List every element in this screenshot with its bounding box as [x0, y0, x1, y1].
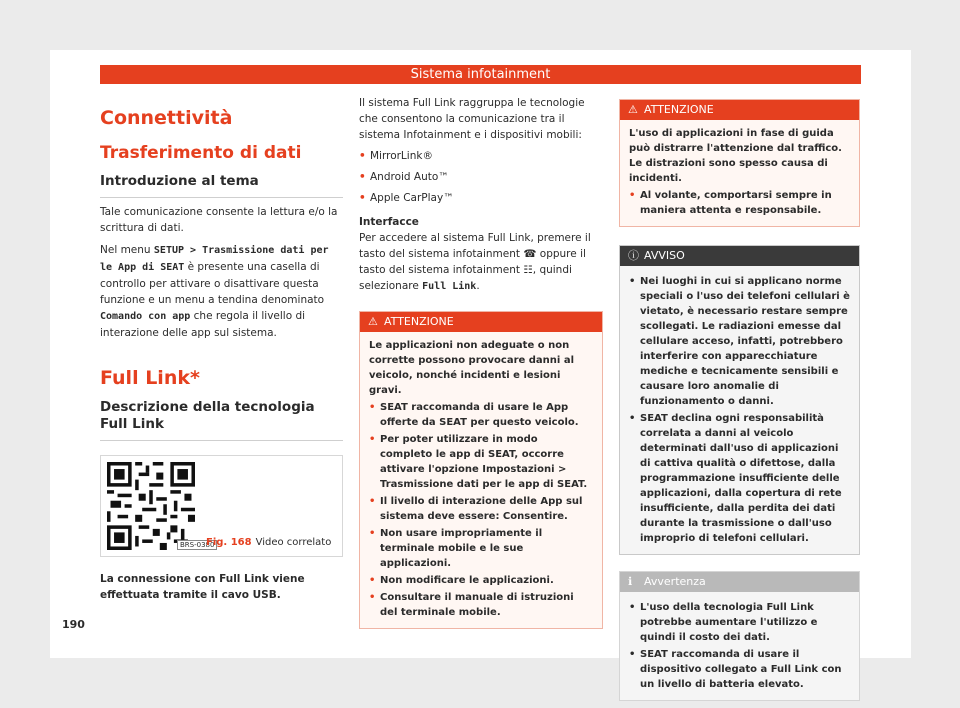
warning-text: Le applicazioni non adeguate o non corrette possono provocare danni al veicolo, nonché incidenti e lesioni gravi. — [369, 340, 574, 396]
tip-header: ℹ Avvertenza — [620, 572, 859, 592]
page-number: 190 — [62, 618, 85, 631]
warning-box — [359, 311, 603, 629]
figure-caption: Fig. 168 Video correlato — [206, 536, 332, 548]
list-item: • SEAT declina ogni responsabilità correlata a danni al veicolo determinati dall'uso di applicazioni di cattiva qualità o difettose, dalla programmazione insufficiente delle applicazioni, dalla copertura di rete insufficiente, dalla perdita dei dati durante la trasmissione o dall'uso improprio di telefoni cellulari. — [629, 411, 850, 546]
section-header: Sistema infotainment — [100, 65, 861, 84]
list-item: • Android Auto™ — [359, 169, 603, 185]
heading-connettivita: Connettività — [100, 107, 233, 129]
list-item: • MirrorLink® — [359, 148, 603, 164]
warning-icon: ⚠ — [628, 103, 638, 116]
car-phone-icon: ☎ — [523, 248, 537, 260]
paragraph-usb: La connessione con Full Link viene effettuata tramite il cavo USB. — [100, 572, 305, 601]
heading-descrizione: Descrizione della tecnologia Full Link — [100, 399, 343, 441]
warning-text: L'uso di applicazioni in fase di guida può distrarre l'attenzione dal traffico. Le distrazioni sono spesso causa di incidenti. — [629, 128, 842, 184]
list-item: • Apple CarPlay™ — [359, 190, 603, 206]
heading-trasferimento: Trasferimento di dati — [100, 143, 302, 163]
figure-code: BRS-0380 — [177, 540, 217, 550]
qr-code-image[interactable] — [107, 462, 195, 550]
list-item: • L'uso della tecnologia Full Link potrebbe aumentare l'utilizzo e quindi il costo dei dati. — [629, 600, 850, 645]
paragraph-menu: Nel menu SETUP > Trasmissione dati per le App di SEAT è presente una casella di controllo per attivare o disattivare questa funzione e un menu a tendina denominato Comando con app che regola il livello di interazione delle app sul sistema. — [100, 243, 329, 339]
list-item: • SEAT raccomanda di usare le App offerte da SEAT per questo veicolo. — [369, 400, 593, 430]
list-item: • Consultare il manuale di istruzioni del terminale mobile. — [369, 590, 593, 620]
paragraph-full-link: Il sistema Full Link raggruppa le tecnologie che consentono la comunicazione tra il sistema Infotainment e i dispositivi mobili: — [359, 97, 585, 141]
notice-box — [619, 245, 860, 555]
heading-full-link: Full Link* — [100, 366, 200, 389]
list-item: • Non usare impropriamente il terminale mobile e le sue applicazioni. — [369, 526, 593, 571]
notice-header: ⓘ AVVISO — [620, 246, 859, 266]
info-square-icon: ℹ — [628, 575, 633, 588]
column-middle — [359, 95, 603, 629]
warning-header: ⚠ ATTENZIONE — [360, 312, 602, 332]
heading-introduzione: Introduzione al tema — [100, 173, 343, 198]
warning-header: ⚠ ATTENZIONE — [620, 100, 859, 120]
column-left — [100, 95, 343, 603]
list-item: • Non modificare le applicazioni. — [369, 573, 593, 588]
list-item: • Per poter utilizzare in modo completo le app di SEAT, occorre attivare l'opzione Impostazioni > Trasmissione dati per le app di SEAT. — [369, 432, 593, 492]
list-item: • SEAT raccomanda di usare il dispositivo collegato a Full Link con un livello di batteria elevato. — [629, 647, 850, 692]
warning-box — [619, 99, 860, 227]
column-right — [619, 95, 860, 701]
info-circle-icon: ⓘ — [628, 249, 639, 262]
list-item: • Il livello di interazione delle App sul sistema deve essere: Consentire. — [369, 494, 593, 524]
list-item: • Nei luoghi in cui si applicano norme speciali o l'uso dei telefoni cellulari è vietato, è necessario restare sempre scollegati. Le radiazioni emesse dal cellulare acceso, infatti, potrebbero interferire con apparecchiature mediche e tecnicamente sensibili e causare loro anomalie di funzionamento o danni. — [629, 274, 850, 409]
subheading-interfacce: Interfacce — [359, 216, 419, 228]
paragraph-interfacce: Per accedere al sistema Full Link, premere il tasto del sistema infotainment ☎ oppure il tasto del sistema infotainment ☷, quindi selezionare Full Link. — [359, 232, 591, 292]
figure-168 — [100, 455, 343, 557]
apps-icon: ☷ — [523, 264, 533, 276]
manual-page — [50, 50, 911, 690]
warning-icon: ⚠ — [368, 315, 378, 328]
tip-box — [619, 571, 860, 701]
paragraph-intro: Tale comunicazione consente la lettura e/o la scrittura di dati. — [100, 205, 338, 234]
list-item: • Al volante, comportarsi sempre in maniera attenta e responsabile. — [629, 188, 850, 218]
